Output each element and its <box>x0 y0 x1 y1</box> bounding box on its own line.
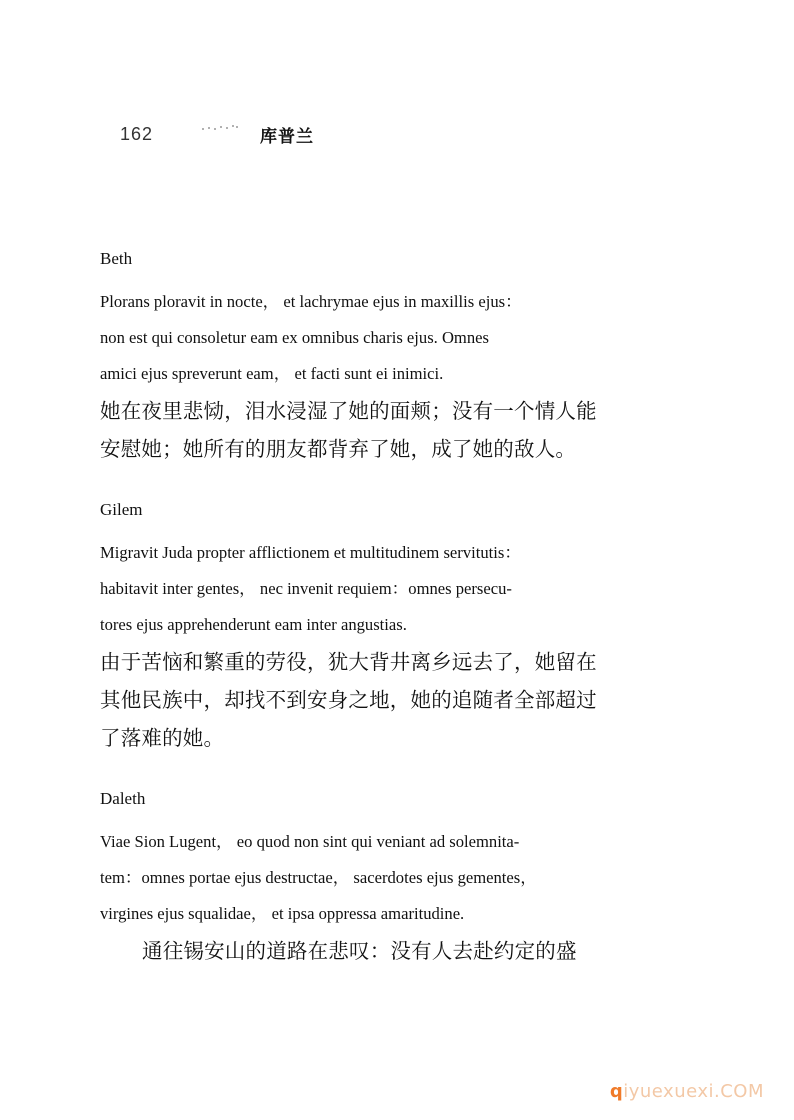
page-header <box>120 120 380 148</box>
chinese-line: 其他民族中，却找不到安身之地，她的追随者全部超过 <box>100 688 597 712</box>
site-watermark <box>610 1081 764 1102</box>
chinese-line: 通往锡安山的道路在悲叹：没有人去赴约定的盛 <box>142 939 577 963</box>
page-number: 162 <box>120 124 154 144</box>
latin-line: Plorans ploravit in nocte， et lachrymae ejus in maxillis ejus： <box>100 292 522 311</box>
latin-line: Migravit Juda propter afflictionem et multitudinem servitutis： <box>100 543 521 562</box>
verse-section-daleth <box>100 788 660 970</box>
chinese-line: 由于苦恼和繁重的劳役，犹大背井离乡远去了，她留在 <box>100 650 597 674</box>
verse-section-gilem <box>100 499 660 757</box>
header-ornament <box>202 124 242 132</box>
chinese-line: 安慰她；她所有的朋友都背弃了她，成了她的敌人。 <box>100 437 577 461</box>
verse-heading: Daleth <box>100 789 146 808</box>
latin-line: Viae Sion Lugent， eo quod non sint qui veniant ad solemnita- <box>100 832 520 851</box>
latin-line: virgines ejus squalidae， et ipsa oppressa amaritudine. <box>100 904 465 923</box>
verse-heading: Beth <box>100 249 133 268</box>
watermark-text: iyuexuexi.COM <box>623 1081 764 1102</box>
chinese-line: 了落难的她。 <box>100 726 225 750</box>
chinese-line: 她在夜里悲恸，泪水浸湿了她的面颊；没有一个情人能 <box>100 399 597 423</box>
latin-line: tem：omnes portae ejus destructae， sacerdotes ejus gementes， <box>100 868 537 887</box>
watermark-q: q <box>609 1081 624 1102</box>
latin-line: tores ejus apprehenderunt eam inter angustias. <box>100 615 407 634</box>
latin-line: habitavit inter gentes， nec invenit requiem：omnes persecu- <box>100 579 512 598</box>
verse-heading: Gilem <box>100 500 143 519</box>
verse-section-beth <box>100 248 660 468</box>
book-title: 库普兰 <box>260 127 314 147</box>
latin-line: amici ejus spreverunt eam， et facti sunt ei inimici. <box>100 364 444 383</box>
latin-line: non est qui consoletur eam ex omnibus charis ejus. Omnes <box>100 328 489 347</box>
